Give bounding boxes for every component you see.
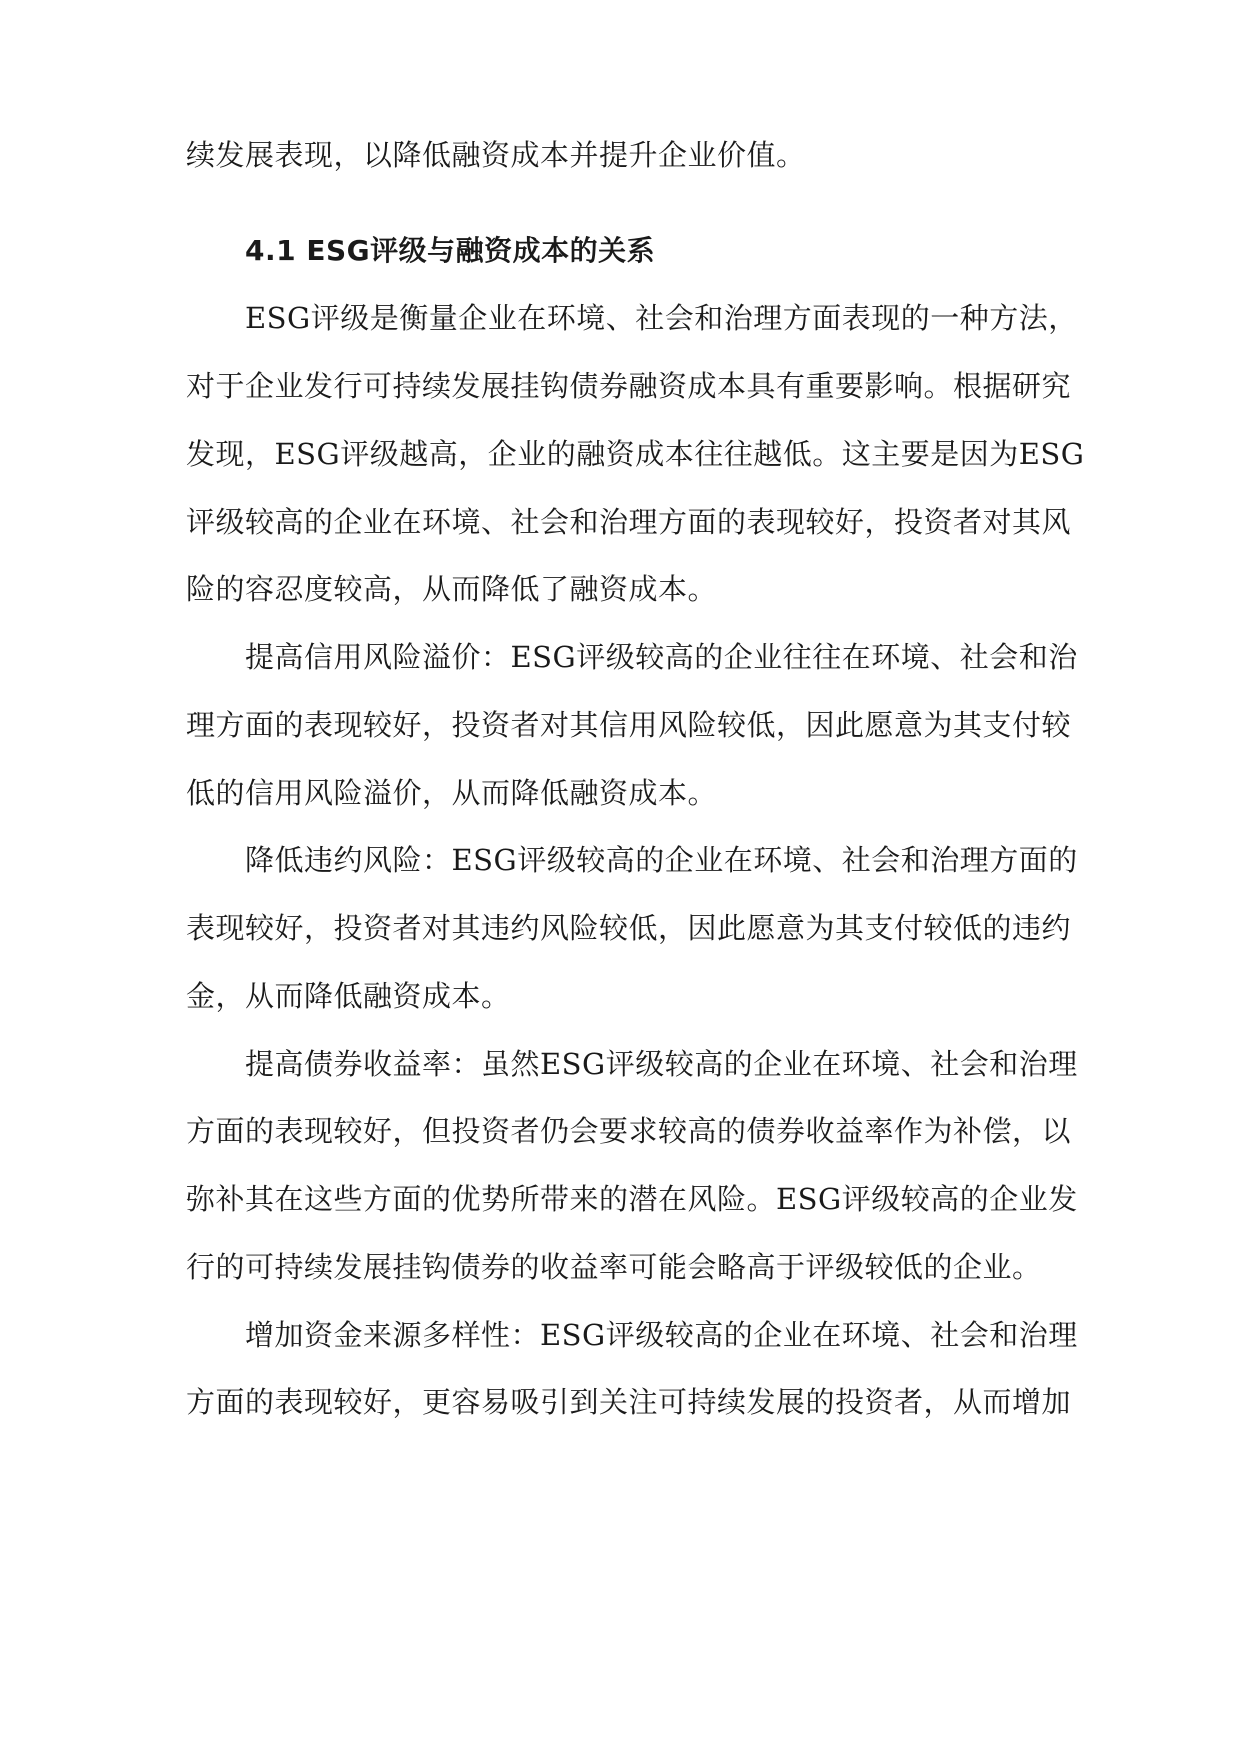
paragraph-line: 弥补其在这些方面的优势所带来的潜在风险。ESG评级较高的企业发	[186, 1182, 1078, 1216]
paragraph-line: 评级较高的企业在环境、社会和治理方面的表现较好，投资者对其风	[186, 505, 1072, 539]
paragraph-line: 提高信用风险溢价：ESG评级较高的企业往往在环境、社会和治	[245, 640, 1078, 674]
paragraph-line: 低的信用风险溢价，从而降低融资成本。	[186, 776, 718, 810]
paragraph-line: 续发展表现，以降低融资成本并提升企业价值。	[186, 138, 806, 172]
paragraph-line: 方面的表现较好，更容易吸引到关注可持续发展的投资者，从而增加	[186, 1385, 1072, 1419]
paragraph-line: 发现，ESG评级越高，企业的融资成本往往越低。这主要是因为ESG	[186, 437, 1085, 471]
paragraph-line: 金，从而降低融资成本。	[186, 979, 511, 1013]
paragraph-line: 行的可持续发展挂钩债券的收益率可能会略高于评级较低的企业。	[186, 1250, 1042, 1284]
paragraph-line: 对于企业发行可持续发展挂钩债券融资成本具有重要影响。根据研究	[186, 369, 1072, 403]
paragraph-line: 方面的表现较好，但投资者仍会要求较高的债券收益率作为补偿，以	[186, 1114, 1072, 1148]
section-heading: 4.1 ESG评级与融资成本的关系	[245, 234, 656, 267]
paragraph-line: 险的容忍度较高，从而降低了融资成本。	[186, 572, 718, 606]
paragraph-line: 提高债券收益率：虽然ESG评级较高的企业在环境、社会和治理	[245, 1047, 1078, 1081]
paragraph-line: ESG评级是衡量企业在环境、社会和治理方面表现的一种方法，	[245, 301, 1078, 335]
paragraph-line: 理方面的表现较好，投资者对其信用风险较低，因此愿意为其支付较	[186, 708, 1072, 742]
paragraph-line: 表现较好，投资者对其违约风险较低，因此愿意为其支付较低的违约	[186, 911, 1072, 945]
paragraph-line: 增加资金来源多样性：ESG评级较高的企业在环境、社会和治理	[245, 1318, 1078, 1352]
paragraph-line: 降低违约风险：ESG评级较高的企业在环境、社会和治理方面的	[245, 843, 1078, 877]
